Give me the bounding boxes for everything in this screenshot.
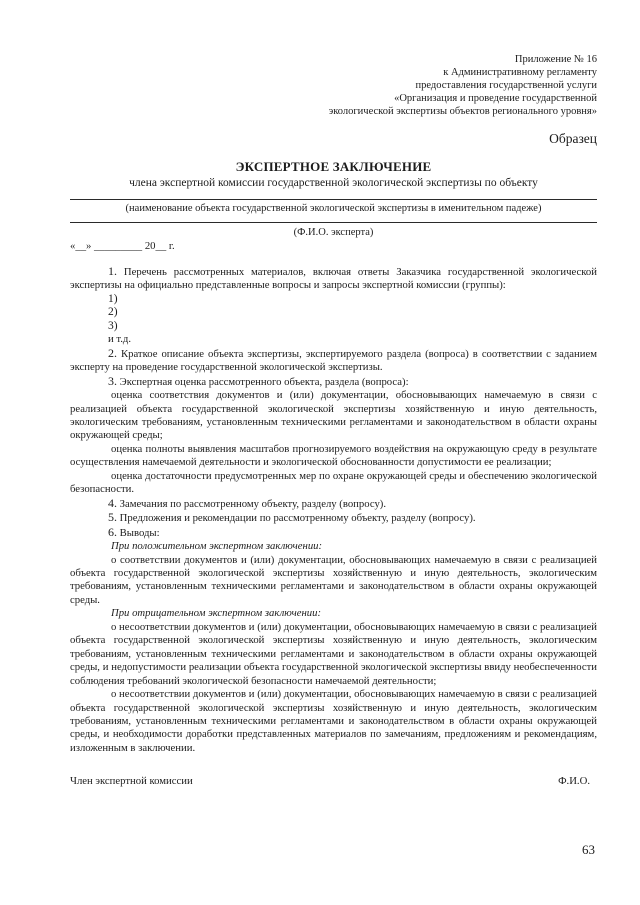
positive-conclusion-heading: При положительном экспертном заключении: [111,540,323,553]
section-5 [70,511,597,525]
appendix-line: к Административному регламенту [443,67,597,78]
section-number: 4. [108,495,117,510]
appendix-header [277,53,597,118]
assessment-paragraph: оценка полноты выявления масштабов прогнозируемого воздействия на окружающую среду в результате осуществления намечаемой деятельности и экологической обоснованности допустимости ее реализации; [70,442,597,469]
section-text: Перечень рассмотренных материалов, включая ответы Заказчика государственной экологической экспертизы на официально представленные вопросы и запросы экспертной комиссии (группы): [70,266,597,292]
list-item: 2) [108,306,118,319]
object-name-caption: (наименование объекта государственной экологической экспертизы в именительном падеже) [125,203,542,214]
expert-name-caption: (Ф.И.О. эксперта) [293,227,374,238]
section-3 [70,375,597,389]
section-number: 2. [108,345,117,360]
section-number: 6. [108,524,117,539]
section-text: Экспертная оценка рассмотренного объекта, раздела (вопроса): [119,375,409,388]
document-body [70,265,597,755]
assessment-paragraph: оценка соответствия документов и (или) документации, обосновывающих намечаемую в связи с реализацией объекта государственной экологической экспертизы хозяйственную и иную деятельность, экологическим требованиям, установленным техническими регламентами и законодательством в области охраны окружающей среды; [70,389,597,442]
section-1 [70,265,597,293]
appendix-line: «Организация и проведение государственной [394,93,597,104]
sample-label: Образец [549,131,597,146]
appendix-line: экологической экспертизы объектов регионального уровня» [328,106,597,117]
document-subtitle: члена экспертной комиссии государственной экологической экспертизы по объекту [129,177,538,189]
list-item: 1) [108,292,118,305]
section-text: Замечания по рассмотренному объекту, разделу (вопросу). [119,497,387,510]
negative-conclusion-heading: При отрицательном экспертном заключении: [111,607,322,620]
negative-conclusion-text: о несоответствии документов и (или) документации, обосновывающих намечаемую в связи с реализацией объекта государственной экологической экспертизы хозяйственную и иную деятельность, экологическим требованиям, установленным техническими регламентами и законодательством в области охраны окружающей среды, и необходимости доработки представленных материалов по замечаниям, предложениям и рекомендациям, изложенным в заключении. [70,688,597,754]
section-number: 5. [108,510,117,525]
section-number: 3. [108,373,117,388]
section-2 [70,347,597,375]
negative-conclusion-text: о несоответствии документов и (или) документации, обосновывающих намечаемую в связи с реализацией объекта государственной экологической экспертизы хозяйственную и иную деятельность, экологическим требованиям, установленным техническими регламентами и законодательством в области охраны окружающей среды, и недопустимости реализации объекта государственной экологической экспертизы ввиду необеспеченности соблюдения требований экологической безопасности намечаемой деятельности; [70,620,597,687]
expert-name-line [70,222,597,223]
assessment-paragraph: оценка достаточности предусмотренных мер по охране окружающей среды и обеспечению экологической безопасности. [70,469,597,496]
section-text: Предложения и рекомендации по рассмотренному объекту, разделу (вопросу). [119,512,476,525]
appendix-line: Приложение № 16 [514,54,597,65]
list-item: и т.д. [108,333,132,346]
signature-role: Член экспертной комиссии [70,775,193,787]
list-item: 3) [108,319,118,332]
date-line: «__» _________ 20__ г. [70,240,175,252]
section-number: 1. [108,264,117,278]
page-number: 63 [582,842,595,857]
section-text: Краткое описание объекта экспертизы, экспертируемого раздела (вопроса) в соответствии с заданием эксперту на проведение государственной экологической экспертизы. [70,347,597,374]
signature-name: Ф.И.О. [558,775,590,787]
section-text: Выводы: [119,526,160,539]
section-4 [70,497,597,511]
appendix-line: предоставления государственной услуги [415,80,597,91]
document-title: ЭКСПЕРТНОЕ ЗАКЛЮЧЕНИЕ [235,159,432,174]
section-6 [70,526,597,540]
object-name-line [70,199,597,200]
positive-conclusion-text: о соответствии документов и (или) документации, обосновывающих намечаемую в связи с реализацией объекта государственной экологической экспертизы хозяйственную и иную деятельность, экологическим требованиям, установленным техническими регламентами и законодательством в области охраны окружающей среды. [70,553,597,606]
